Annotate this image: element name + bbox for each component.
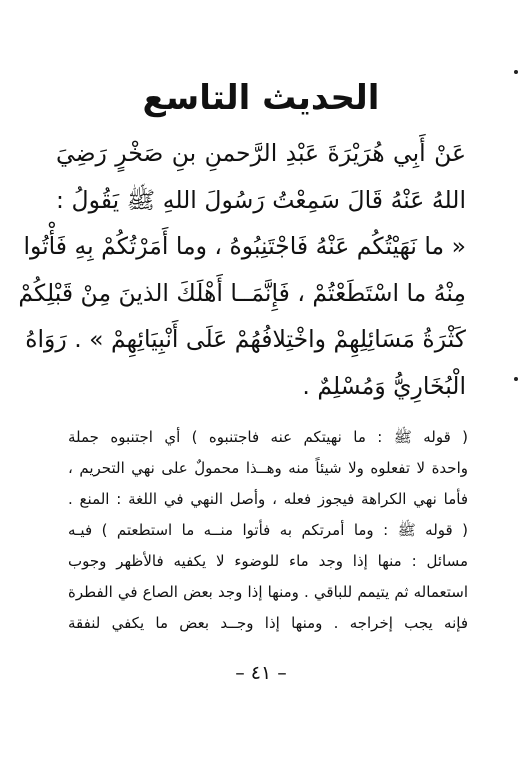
commentary-line: ( قوله ﷺ : ما نهيتكم عنه فاجتنبوه ) أي اجتنبوه جملة bbox=[68, 428, 468, 446]
hadith-line: « ما نَهَيْتُكُم عَنْهُ فَاجْتَنِبُوهُ ، وما أَمَرْتُكُمْ بِهِ فَأْتُوا bbox=[23, 232, 466, 260]
hadith-line: عَنْ أَبِي هُرَيْرَةَ عَبْدِ الرَّحمنِ بنِ صَخْرٍ رَضِيَ bbox=[56, 139, 466, 167]
commentary-line: ( قوله ﷺ : وما أمرتكم به فأتوا منــه ما استطعتم ) فيـه bbox=[68, 521, 468, 539]
hadith-line: مِنْهُ ما اسْتَطَعْتُمْ ، فَإِنَّمَــا أَهْلَكَ الذينَ مِنْ قَبْلِكُمْ bbox=[18, 278, 466, 307]
hadith-line: الْبُخَارِيُّ وَمُسْلِمٌ . bbox=[302, 371, 466, 400]
commentary-line: فإنه يجب إخراجه . ومنها إذا وجــد بعض ما يكفي لنفقة bbox=[68, 614, 468, 632]
commentary-line: فأما نهي الكراهة فيجوز فعله ، وأصل النهي في اللغة : المنع . bbox=[68, 490, 468, 508]
hadith-title: الحديث التاسع bbox=[142, 78, 380, 118]
margin-dot bbox=[514, 377, 518, 381]
commentary-line: مسائل : منها إذا وجد ماء للوضوء لا يكفيه فالأظهر وجوب bbox=[68, 552, 468, 570]
commentary-line: واحدة لا تفعلوه ولا شيئاً منه وهــذا محمولٌ على نهي التحريم ، bbox=[68, 459, 468, 477]
hadith-line: اللهُ عَنْهُ قَالَ سَمِعْتُ رَسُولَ اللهِ ﷺ يَقُولُ : bbox=[56, 185, 466, 214]
hadith-line: كَثْرَةُ مَسَائِلِهِمْ واخْتِلافُهُمْ عَلَى أَنْبِيَائِهِمْ » . رَوَاهُ bbox=[25, 325, 466, 353]
commentary-text bbox=[68, 422, 468, 639]
margin-dot bbox=[514, 70, 518, 74]
commentary-line: استعماله ثم يتيمم للباقي . ومنها إذا وجد بعض الصاع في الفطرة bbox=[68, 583, 468, 601]
hadith-text bbox=[18, 130, 466, 409]
page-number: – ٤١ – bbox=[235, 662, 287, 684]
